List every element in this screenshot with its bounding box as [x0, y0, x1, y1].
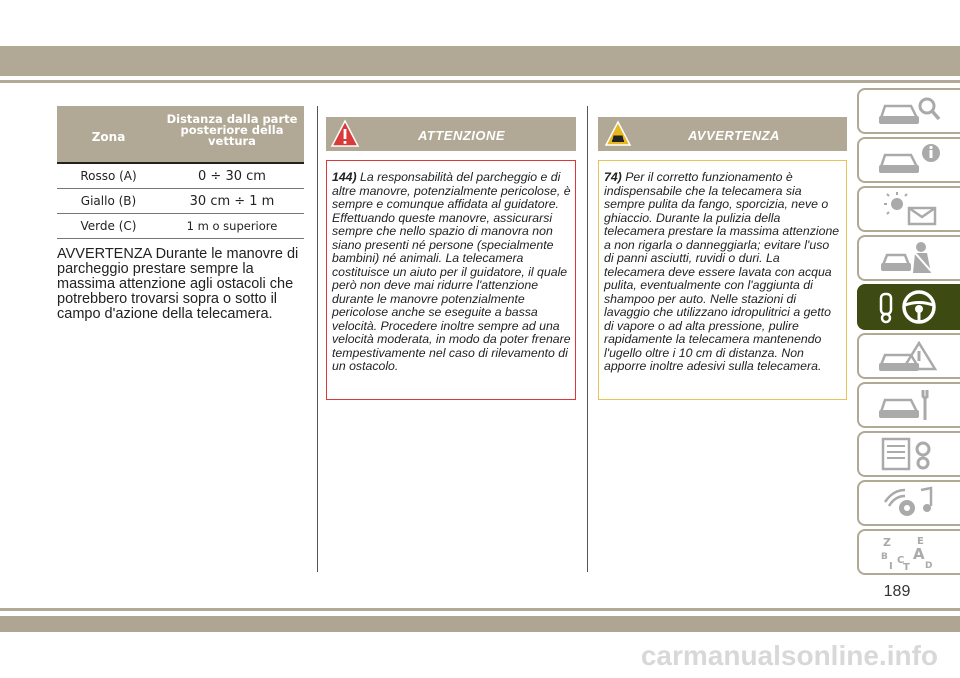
table-row: [57, 164, 304, 189]
tab-warning-lights[interactable]: [857, 186, 960, 232]
avvertenza-text: Per il corretto funzionamento è indispensabile che la telecamera sia sempre pulita da fango, sporcizia, neve o ghiaccio. Durante la pulizia della telecamera prestare la massima attenzione a non rigarla o danneggiarla; evitare l'uso di panni asciutti, ruvidi o duri. La telecamera deve essere lavata con acqua pulita, eventualmente con l'aggiunta di shampoo per auto. Nelle stazioni di lavaggio che utilizzano idropulitrici a getto di vapore o ad alta pressione, pulire rapidamente la telecamera mantenendo l'ugello oltre i 10 cm di distanza. Non apporre inoltre adesivi sulla telecamera.: [604, 170, 840, 373]
seatbelt-person-icon: [875, 239, 945, 277]
tab-seatbelt-person[interactable]: [857, 235, 960, 281]
attenzione-box: [326, 160, 576, 400]
parking-note: AVVERTENZA Durante le manovre di parcheggio prestare sempre la massima attenzione agli ostacoli che potrebbero trovarsi sopra o sotto il campo d'azione della telecamera.: [57, 246, 299, 322]
tab-multimedia[interactable]: [857, 480, 960, 526]
zone-cell: Giallo (B): [80, 194, 137, 208]
danger-triangle-icon: [330, 119, 360, 149]
attenzione-text: La responsabilità del parcheggio e di altre manovre, potenzialmente pericolose, è sempre e comunque affidata al guidatore. Effettuando queste manovre, assicurarsi sempre che nello spazio di manovra non siano presenti né persone (specialmente bambini) né animali. La telecamera costituisce un aiuto per il guidatore, il quale però non deve mai ridurre l'attenzione durante le manovre potenzialmente pericolose anche se eseguite a bassa velocità. Procedere inoltre sempre ad una velocità moderata, in modo da poter frenare tempestivamente nel caso di rilevamento di un ostacolo.: [332, 170, 571, 373]
top-header-band: [0, 46, 960, 76]
avvertenza-title: AVVERTENZA: [688, 128, 780, 143]
index-letter: Z: [882, 536, 891, 549]
car-wrench-icon: [875, 386, 945, 424]
page-number: 189: [883, 583, 911, 600]
attenzione-number: 144): [332, 170, 357, 184]
avvertenza-box: [598, 160, 847, 400]
distance-cell: 30 cm ÷ 1 m: [189, 193, 275, 209]
index-letter: E: [916, 536, 924, 547]
car-search-icon: [875, 92, 945, 130]
attenzione-title: ATTENZIONE: [418, 128, 506, 143]
car-caution-icon: [604, 120, 632, 148]
multimedia-icon: [875, 484, 945, 522]
alphabet-index-icon: [875, 533, 945, 571]
table-row: [57, 214, 304, 239]
tab-alphabet-index[interactable]: [857, 529, 960, 575]
tab-key-steering-wheel[interactable]: [857, 284, 960, 330]
table-header: [57, 106, 304, 164]
avvertenza-number: 74): [604, 170, 622, 184]
index-letter: B: [880, 552, 888, 562]
distance-cell: 1 m o superiore: [186, 219, 278, 233]
tab-car-search[interactable]: [857, 88, 960, 134]
key-steering-wheel-icon: [875, 288, 945, 326]
index-letter: D: [924, 561, 932, 571]
index-letter: A: [912, 545, 925, 563]
tab-car-info[interactable]: [857, 137, 960, 183]
bottom-footer-band: [0, 616, 960, 632]
index-letter: C: [896, 555, 904, 566]
zone-distance-table: [57, 106, 304, 239]
column-divider-right: [587, 106, 588, 572]
index-letter: I: [888, 561, 893, 571]
zone-cell: Verde (C): [80, 219, 137, 233]
footer-watermark-url[interactable]: carmanualsonline.info: [640, 640, 938, 671]
car-info-icon: [875, 141, 945, 179]
header-zone: Zona: [91, 130, 126, 144]
tab-car-wrench[interactable]: [857, 382, 960, 428]
warning-lights-icon: [875, 190, 945, 228]
spec-gear-icon: [875, 435, 945, 473]
bottom-divider: [0, 608, 960, 611]
zone-cell: Rosso (A): [80, 169, 137, 183]
table-row: [57, 189, 304, 214]
tab-car-accident[interactable]: [857, 333, 960, 379]
distance-cell: 0 ÷ 30 cm: [198, 168, 266, 184]
tab-spec-gear[interactable]: [857, 431, 960, 477]
top-divider: [0, 80, 960, 83]
column-divider-left: [317, 106, 318, 572]
header-distance: Distanza dalla parte posteriore della vettura: [166, 111, 298, 148]
car-accident-icon: [875, 337, 945, 375]
index-letter: T: [902, 562, 910, 571]
